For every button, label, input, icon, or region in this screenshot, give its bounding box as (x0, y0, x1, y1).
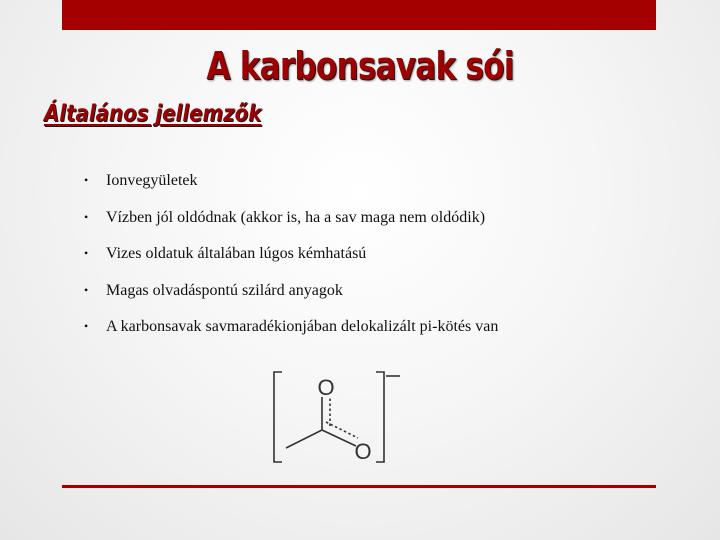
left-bracket (274, 372, 282, 462)
bullet-dot-icon: • (84, 173, 89, 187)
oxygen-atom-top: O (317, 375, 335, 400)
bullet-text: Vízben jól oldódnak (akkor is, ha a sav maga nem oldódik) (106, 208, 486, 226)
bullet-item (84, 209, 498, 246)
carbon-chain-bond (286, 430, 322, 448)
bullet-item (84, 172, 498, 209)
bullet-dot-icon: • (84, 282, 89, 297)
slide-subtitle: Általános jellemzők (44, 101, 262, 127)
bullet-item (84, 245, 498, 282)
carboxylate-structure-diagram (260, 364, 410, 468)
bullet-dot-icon: • (84, 319, 89, 333)
bullet-text: A karbonsavak savmaradékionjában delokalizált pi-kötés van (106, 318, 499, 335)
bullet-text: Ionvegyületek (106, 172, 198, 189)
bullet-text: Magas olvadáspontú szilárd anyagok (106, 281, 343, 299)
c-o-bond-bottom (322, 430, 356, 446)
bullet-item (84, 318, 498, 355)
bullet-item (84, 282, 498, 319)
bullet-dot-icon: • (84, 246, 89, 260)
c-o-delocalized-bond-bottom (326, 422, 358, 438)
bullet-dot-icon: • (84, 209, 89, 224)
top-accent-bar (62, 0, 656, 30)
right-bracket (376, 372, 384, 462)
bullet-list (84, 172, 498, 355)
bottom-accent-line (62, 485, 656, 488)
oxygen-atom-bottom: O (354, 439, 372, 464)
bullet-text: Vizes oldatuk általában lúgos kémhatású (106, 245, 367, 262)
slide-title: A karbonsavak sói (206, 44, 514, 88)
